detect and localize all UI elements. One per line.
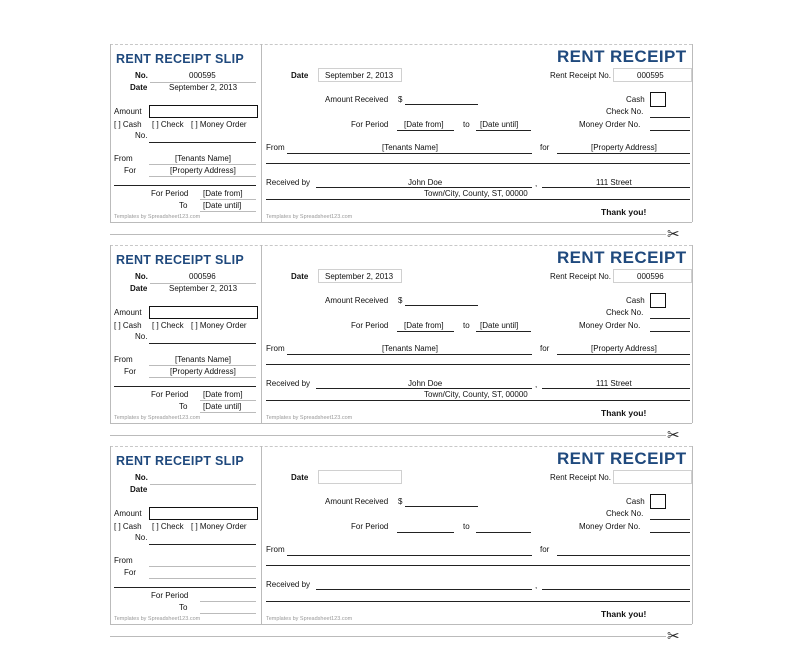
currency-symbol: $ (398, 497, 403, 506)
slip-payment-no-rule (149, 142, 256, 143)
top-dashed-border (110, 44, 692, 45)
receipt-title: RENT RECEIPT (557, 449, 687, 468)
slip-date-from: [Date from] (203, 390, 243, 399)
cash-checkbox[interactable] (650, 92, 666, 107)
to-label: to (463, 120, 470, 129)
thank-you-text: Thank you! (601, 207, 647, 217)
slip-title: RENT RECEIPT SLIP (116, 454, 245, 468)
slip-cash-option[interactable]: [ ] Cash (114, 120, 142, 129)
slip-tenant: [Tenants Name] (175, 355, 232, 364)
slip-amount-label: Amount (114, 509, 142, 518)
slip-date-value: September 2, 2013 (169, 83, 238, 92)
thank-you-text: Thank you! (601, 609, 647, 619)
from-label: From (266, 344, 285, 353)
date-until-value: [Date until] (480, 120, 519, 129)
stub-divider (261, 245, 262, 423)
slip-property-rule (149, 176, 256, 177)
slip-for-label: For (124, 166, 136, 175)
date-from-value: [Date from] (404, 120, 444, 129)
scissors-icon: ✂ (667, 628, 680, 645)
receipt-no-label: Rent Receipt No. (550, 473, 611, 482)
slip-no-label: No. (135, 272, 148, 281)
money-order-no-rule[interactable] (650, 130, 690, 131)
slip-for-period-label: For Period (151, 189, 189, 198)
slip-payment-no-label: No. (135, 131, 148, 140)
amount-received-label: Amount Received (325, 296, 389, 305)
receipt-date-label: Date (291, 473, 309, 482)
slip-footer: Templates by Spreadsheet123.com (114, 415, 201, 421)
bottom-border (110, 222, 692, 223)
slip-amount-box[interactable] (149, 105, 258, 118)
for-period-label: For Period (351, 321, 389, 330)
address-comma: , (535, 581, 538, 590)
slip-title: RENT RECEIPT SLIP (116, 253, 245, 267)
for-period-label: For Period (351, 522, 389, 531)
received-by-label: Received by (266, 379, 311, 388)
tenant-name: [Tenants Name] (382, 143, 439, 152)
right-border (692, 44, 693, 222)
slip-amount-rule (114, 587, 256, 588)
street-rule[interactable] (542, 388, 690, 389)
to-label: to (463, 321, 470, 330)
slip-payment-no-rule (149, 544, 256, 545)
money-order-no-label: Money Order No. (579, 522, 641, 531)
slip-cash-option[interactable]: [ ] Cash (114, 522, 142, 531)
amount-received-rule[interactable] (405, 104, 478, 105)
slip-from-label: From (114, 355, 133, 364)
for-label: for (540, 344, 550, 353)
slip-date-until-rule (200, 613, 256, 614)
left-border (110, 446, 111, 624)
slip-no-label: No. (135, 71, 148, 80)
slip-footer: Templates by Spreadsheet123.com (114, 214, 201, 220)
slip-money-order-option[interactable]: [ ] Money Order (191, 120, 247, 129)
cash-checkbox[interactable] (650, 293, 666, 308)
left-border (110, 44, 111, 222)
for-label: for (540, 545, 550, 554)
bottom-border (110, 423, 692, 424)
slip-from-label: From (114, 556, 133, 565)
slip-property-rule (149, 377, 256, 378)
receipt-no-field[interactable] (613, 470, 692, 484)
currency-symbol: $ (398, 95, 403, 104)
receipt-date-field[interactable] (318, 470, 402, 484)
slip-tenant-rule (149, 365, 256, 366)
money-order-no-rule[interactable] (650, 331, 690, 332)
for-period-label: For Period (351, 120, 389, 129)
slip-date-from-rule (200, 400, 256, 401)
tenant-rule[interactable] (287, 555, 532, 556)
address-comma: , (535, 380, 538, 389)
slip-amount-label: Amount (114, 308, 142, 317)
property-rule[interactable] (557, 153, 690, 154)
slip-no-value: 000596 (189, 272, 216, 281)
slip-amount-box[interactable] (149, 306, 258, 319)
slip-payment-no-label: No. (135, 332, 148, 341)
street-rule[interactable] (542, 589, 690, 590)
slip-date-from-rule (200, 199, 256, 200)
check-no-label: Check No. (606, 308, 644, 317)
receipt-title: RENT RECEIPT (557, 248, 687, 267)
cash-label: Cash (626, 296, 645, 305)
slip-date-value: September 2, 2013 (169, 284, 238, 293)
check-no-rule[interactable] (650, 318, 690, 319)
slip-payment-no-label: No. (135, 533, 148, 542)
slip-no-value: 000595 (189, 71, 216, 80)
left-border (110, 245, 111, 423)
receipt-date-value: September 2, 2013 (325, 272, 394, 281)
top-dashed-border (110, 245, 692, 246)
slip-cash-option[interactable]: [ ] Cash (114, 321, 142, 330)
slip-date-from: [Date from] (203, 189, 243, 198)
right-border (692, 446, 693, 624)
slip-amount-box[interactable] (149, 507, 258, 520)
slip-tenant: [Tenants Name] (175, 154, 232, 163)
slip-to-label: To (179, 402, 188, 411)
cut-line (110, 234, 666, 235)
amount-received-label: Amount Received (325, 95, 389, 104)
slip-amount-label: Amount (114, 107, 142, 116)
property-address: [Property Address] (591, 143, 657, 152)
address-comma: , (535, 179, 538, 188)
slip-property: [Property Address] (170, 166, 236, 175)
city-rule (266, 601, 690, 602)
from-label: From (266, 143, 285, 152)
slip-date-until-rule (200, 211, 256, 212)
date-until-rule[interactable] (476, 130, 531, 131)
address-extra-rule (266, 364, 690, 365)
slip-for-label: For (124, 568, 136, 577)
cut-line (110, 435, 666, 436)
city-rule (266, 199, 690, 200)
check-no-rule[interactable] (650, 519, 690, 520)
slip-for-period-label: For Period (151, 390, 189, 399)
stub-divider (261, 446, 262, 624)
receiver-name: John Doe (408, 178, 443, 187)
slip-for-label: For (124, 367, 136, 376)
slip-property: [Property Address] (170, 367, 236, 376)
date-until-rule[interactable] (476, 331, 531, 332)
tenant-name: [Tenants Name] (382, 344, 439, 353)
slip-date-until: [Date until] (203, 402, 242, 411)
currency-symbol: $ (398, 296, 403, 305)
city-rule (266, 400, 690, 401)
received-by-label: Received by (266, 580, 311, 589)
for-label: for (540, 143, 550, 152)
slip-amount-rule (114, 185, 256, 186)
right-border (692, 245, 693, 423)
slip-date-label: Date (130, 284, 148, 293)
address-extra-rule (266, 163, 690, 164)
receipt-no-label: Rent Receipt No. (550, 71, 611, 80)
slip-to-label: To (179, 603, 188, 612)
receiver-street: 111 Street (596, 379, 632, 388)
property-rule[interactable] (557, 555, 690, 556)
slip-money-order-option[interactable]: [ ] Money Order (191, 321, 247, 330)
tenant-rule[interactable] (287, 354, 532, 355)
check-no-label: Check No. (606, 509, 644, 518)
slip-amount-rule (114, 386, 256, 387)
property-address: [Property Address] (591, 344, 657, 353)
receiver-street: 111 Street (596, 178, 632, 187)
receipt-date-label: Date (291, 71, 309, 80)
slip-to-label: To (179, 201, 188, 210)
money-order-no-rule[interactable] (650, 532, 690, 533)
tenant-rule[interactable] (287, 153, 532, 154)
slip-no-label: No. (135, 473, 148, 482)
slip-no-rule (150, 484, 256, 485)
slip-date-until: [Date until] (203, 201, 242, 210)
scissors-icon: ✂ (667, 226, 680, 243)
cash-label: Cash (626, 95, 645, 104)
slip-property-rule (149, 578, 256, 579)
slip-money-order-option[interactable]: [ ] Money Order (191, 522, 247, 531)
slip-check-option[interactable]: [ ] Check (152, 120, 184, 129)
receipt-date-value: September 2, 2013 (325, 71, 394, 80)
slip-check-option[interactable]: [ ] Check (152, 522, 184, 531)
receipt-no-value: 000596 (637, 272, 664, 281)
received-by-label: Received by (266, 178, 311, 187)
receiver-rule[interactable] (316, 187, 532, 188)
receiver-city: Town/City, County, ST, 00000 (424, 390, 528, 399)
from-label: From (266, 545, 285, 554)
date-until-value: [Date until] (480, 321, 519, 330)
date-until-rule[interactable] (476, 532, 531, 533)
receipt-footer: Templates by Spreadsheet123.com (266, 616, 353, 622)
slip-date-label: Date (130, 83, 148, 92)
slip-footer: Templates by Spreadsheet123.com (114, 616, 201, 622)
receiver-city: Town/City, County, ST, 00000 (424, 189, 528, 198)
slip-title: RENT RECEIPT SLIP (116, 52, 245, 66)
slip-date-from-rule (200, 601, 256, 602)
slip-date-label: Date (130, 485, 148, 494)
slip-tenant-rule (149, 566, 256, 567)
date-from-rule[interactable] (397, 532, 454, 533)
amount-received-label: Amount Received (325, 497, 389, 506)
date-from-rule[interactable] (397, 331, 454, 332)
slip-date-until-rule (200, 412, 256, 413)
cash-label: Cash (626, 497, 645, 506)
date-from-rule[interactable] (397, 130, 454, 131)
receipt-date-label: Date (291, 272, 309, 281)
thank-you-text: Thank you! (601, 408, 647, 418)
receipt-footer: Templates by Spreadsheet123.com (266, 415, 353, 421)
street-rule[interactable] (542, 187, 690, 188)
check-no-label: Check No. (606, 107, 644, 116)
slip-for-period-label: For Period (151, 591, 189, 600)
scissors-icon: ✂ (667, 427, 680, 444)
receipt-no-label: Rent Receipt No. (550, 272, 611, 281)
date-from-value: [Date from] (404, 321, 444, 330)
cut-line (110, 636, 666, 637)
receipt-footer: Templates by Spreadsheet123.com (266, 214, 353, 220)
receipt-title: RENT RECEIPT (557, 47, 687, 66)
receiver-name: John Doe (408, 379, 443, 388)
receipt-no-value: 000595 (637, 71, 664, 80)
slip-from-label: From (114, 154, 133, 163)
amount-received-rule[interactable] (405, 305, 478, 306)
address-extra-rule (266, 565, 690, 566)
stub-divider (261, 44, 262, 222)
slip-tenant-rule (149, 164, 256, 165)
top-dashed-border (110, 446, 692, 447)
check-no-rule[interactable] (650, 117, 690, 118)
property-rule[interactable] (557, 354, 690, 355)
bottom-border (110, 624, 692, 625)
slip-payment-no-rule (149, 343, 256, 344)
receiver-rule[interactable] (316, 589, 532, 590)
to-label: to (463, 522, 470, 531)
slip-check-option[interactable]: [ ] Check (152, 321, 184, 330)
money-order-no-label: Money Order No. (579, 120, 641, 129)
receiver-rule[interactable] (316, 388, 532, 389)
money-order-no-label: Money Order No. (579, 321, 641, 330)
